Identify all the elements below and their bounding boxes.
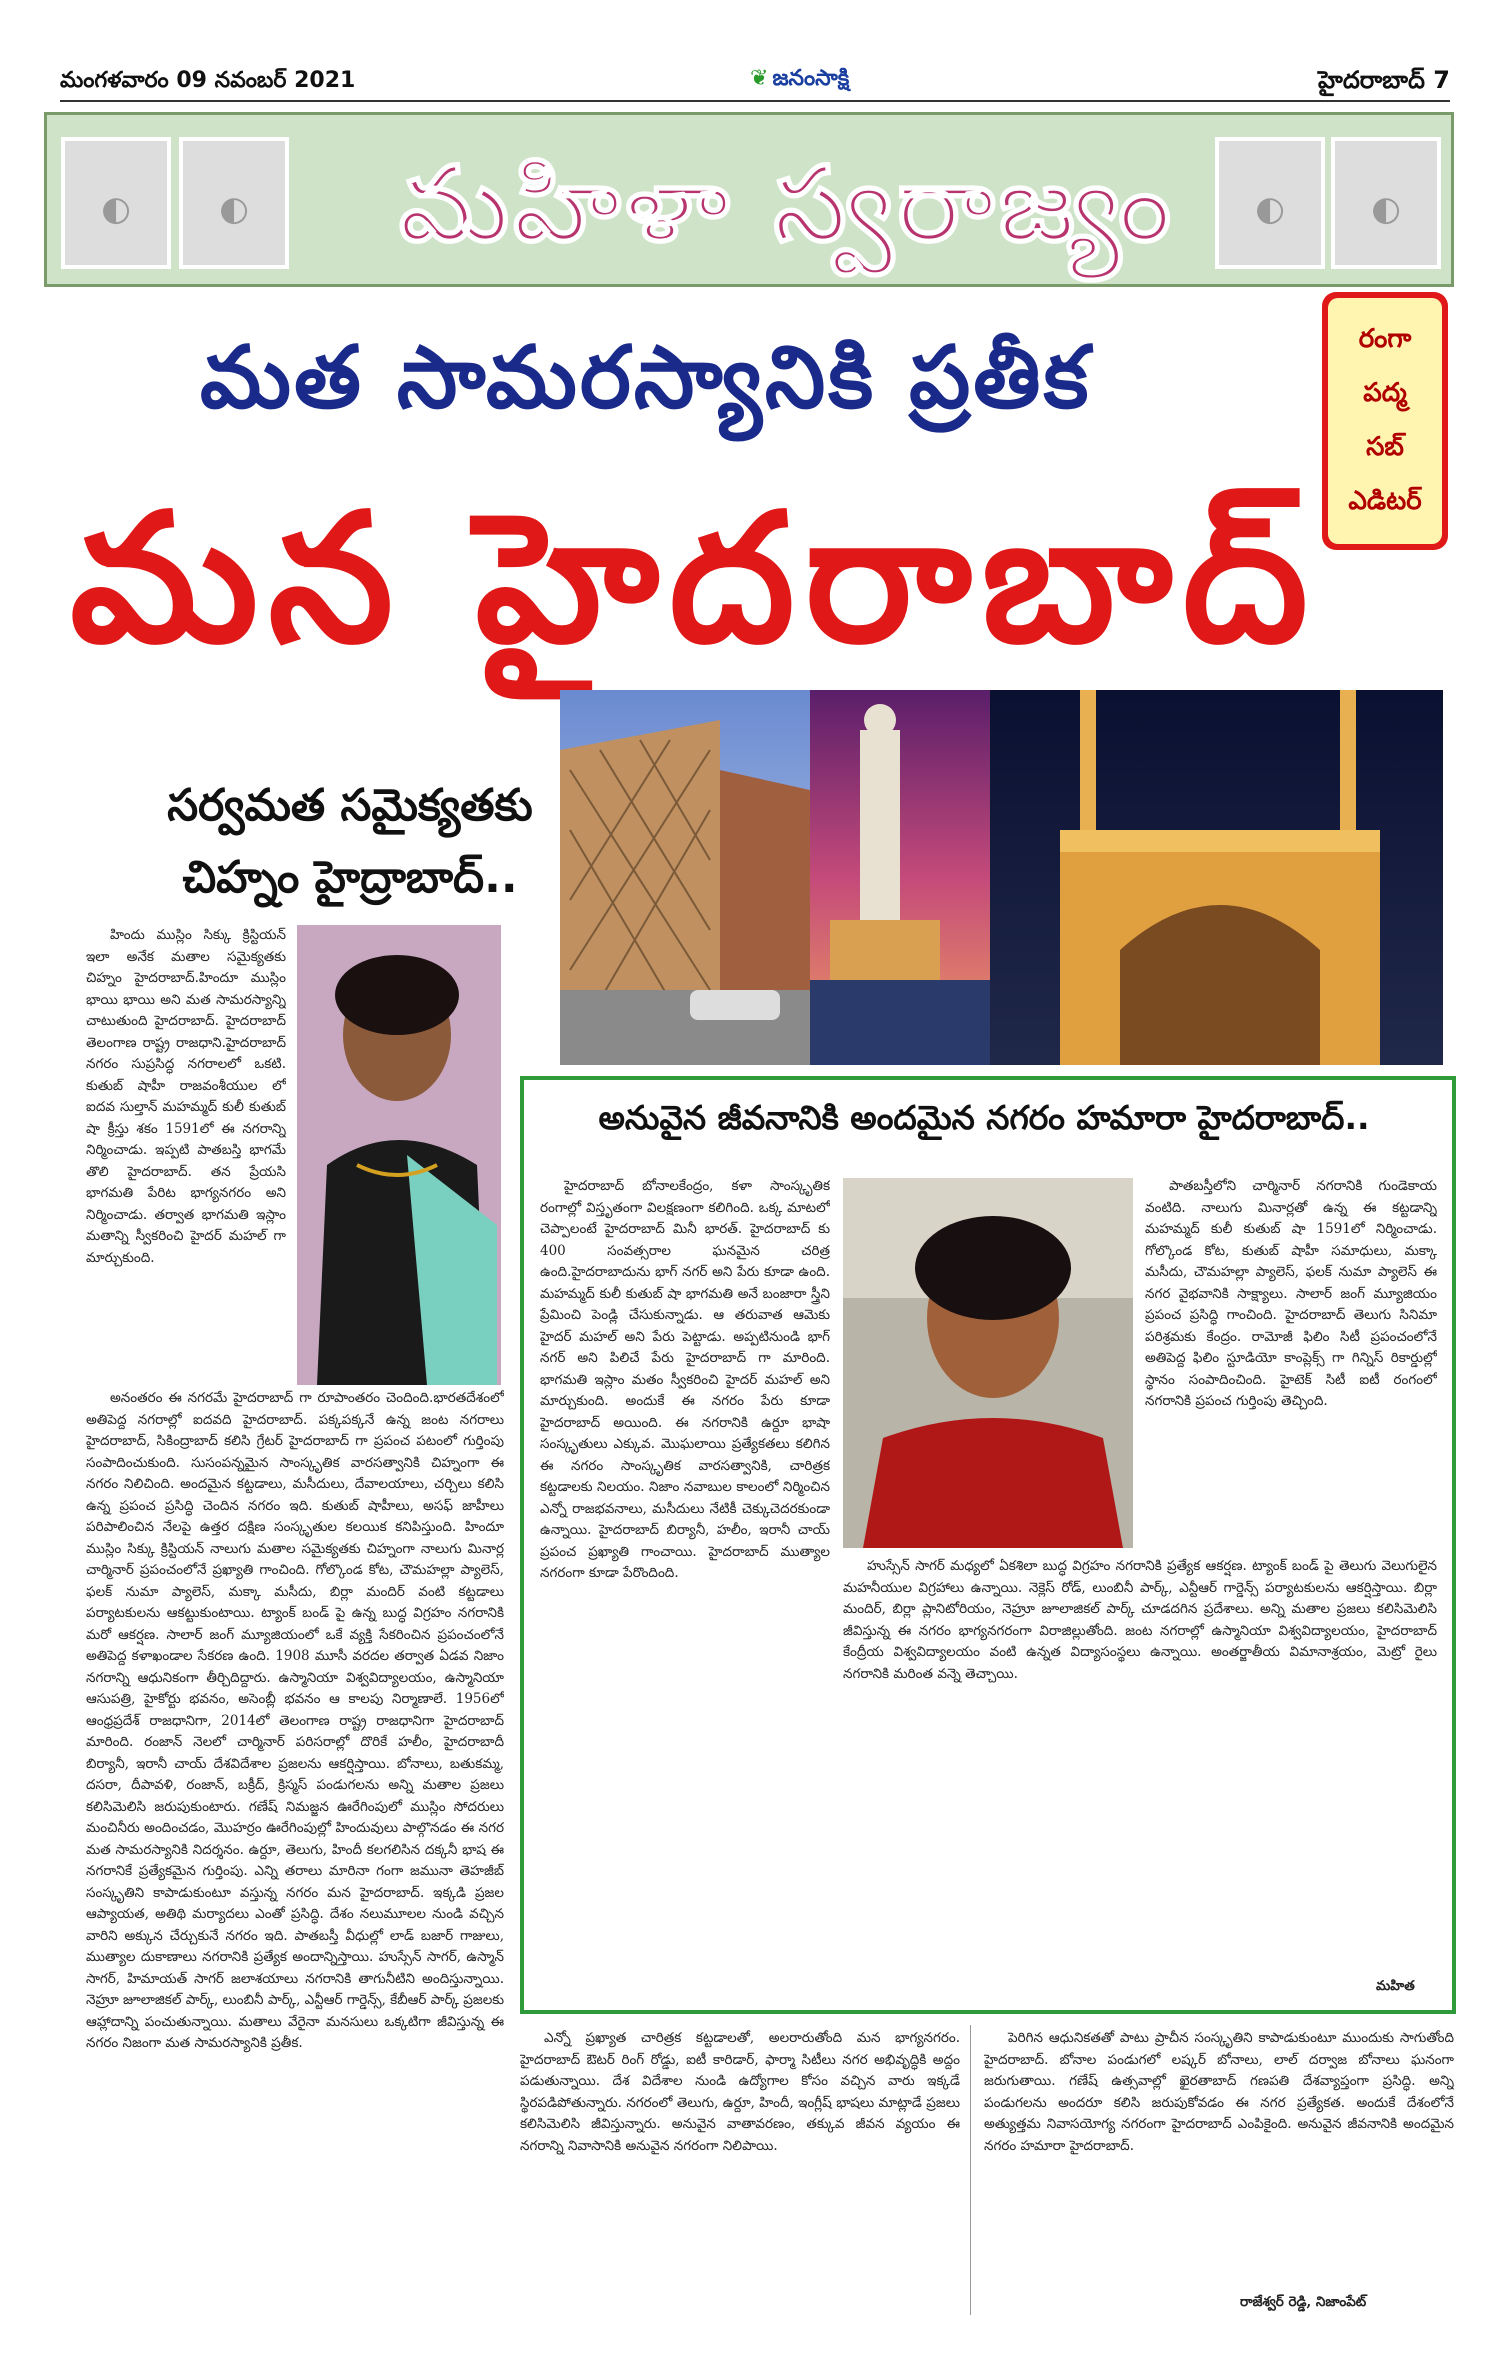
article-right-col-d [520, 2028, 960, 2318]
byline-line: రంగా [1358, 324, 1412, 354]
newspaper-logo [750, 66, 849, 96]
portrait-image [179, 137, 289, 269]
header-date: మంగళవారం 09 నవంబర్ 2021 [60, 68, 356, 93]
subheadline-right: అనువైన జీవనానికి అందమైన నగరం హమారా హైదరాబాద్.. [598, 1098, 1370, 1137]
author-byline-box [1322, 292, 1448, 550]
portrait-placeholder-icon: ◐ [1371, 189, 1401, 229]
paragraph: హైదరాబాద్ బోనాలకేంద్రం, కళా సాంస్కృతిక రంగాల్లో విస్తృతంగా విలక్షణంగా కలిగింది. ఒక్క మాటలో చెప్పాలంటే హైదరాబాద్ మినీ భారత్. హైదరాబాద్ కు 400 సంవత్సరాల ఘనమైన చరిత్ర ఉంది.హైదరాబాదును భాగ్ నగర్ అని పేరు కూడా ఉంది. మహమ్మద్ కులీ కుతుబ్ షా భాగమతి అనే బంజారా స్త్రీని ప్రేమించి పెండ్లి చేసుకున్నాడు. ఆ తరువాత ఆమెకు హైదర్ మహల్ అని పేరు పెట్టాడు. అప్పటినుండి భాగ్ నగర్ అని పిలిచే పేరు హైదరాబాద్ గా మారింది. భాగమతి ఇస్లాం మతం స్వీకరించి హైదర్ మహల్ అని మార్చుకుంది. అందుకే ఈ నగరం పేరు కూడా హైదరాబాద్ అయింది. ఈ నగరానికి ఉర్దూ భాషా సంస్కృతులు ఎక్కువ. మొఘలాయి ప్రత్యేకతలు కలిగిన ఈ నగరం సాంస్కృతిక వారసత్వానికి, చారిత్రక కట్టడాలకు నిలయం. నిజాం నవాబుల కాలంలో నిర్మించిన ఎన్నో రాజభవనాలు, మసీదులు నేటికీ చెక్కుచెదరకుండా ఉన్నాయి. హైదరాబాద్ బిర్యానీ, హలీం, ఇరానీ చాయ్ ప్రపంచ ప్రఖ్యాతి గాంచాయి. హైదరాబాద్ ముత్యాల నగరంగా కూడా పేరొందింది. [540, 1178, 830, 1581]
article-right-col-b [1145, 1176, 1437, 1548]
byline-line: సబ్ [1366, 432, 1404, 462]
page-number [1318, 66, 1450, 100]
portrait-image [1331, 137, 1441, 269]
subheadline-line: చిహ్నం హైద్రాబాద్.. [182, 852, 518, 903]
city-landmarks-photo [560, 690, 1443, 1065]
paragraph: పెరిగిన ఆధునికతతో పాటు ప్రాచీన సంస్కృతిని కాపాడుకుంటూ ముందుకు సాగుతోంది హైదరాబాద్. బోనాల పండుగలో లష్కర్ బోనాలు, లాల్ దర్వాజ బోనాలు ఘనంగా జరుగుతాయి. గణేష్ ఉత్సవాల్లో ఖైరతాబాద్ గణపతి దేశవ్యాప్తంగా ప్రసిద్ధి. అన్ని పండుగలను అందరూ కలిసి జరుపుకోవడం ఈ నగర ప్రత్యేకత. అందుకే దేశంలోనే అత్యుత్తమ నివాసయోగ్య నగరంగా హైదరాబాద్ ఎంపికైంది. అనువైన జీవనానికి అందమైన నగరం హమారా హైదరాబాద్. [984, 2030, 1454, 2154]
page-number-value: 7 [1433, 66, 1450, 94]
paragraph: హుస్సేన్ సాగర్ మధ్యలో ఏకశిలా బుద్ధ విగ్రహం నగరానికి ప్రత్యేక ఆకర్షణ. ట్యాంక్ బండ్ పై తెలుగు వెలుగులైన మహనీయుల విగ్రహాలు ఉన్నాయి. నెక్లెస్ రోడ్, లుంబినీ పార్క్, ఎన్టీఆర్ గార్డెన్స్ పర్యాటకులను ఆకర్షిస్తాయి. బిర్లా మందిర్, బిర్లా ప్లానిటోరియం, నెహ్రూ జూలాజికల్ పార్క్ చూడదగిన ప్రదేశాలు. అన్ని మతాల ప్రజలు కలిసిమెలిసి జీవిస్తున్న ఈ నగరం భాగ్యనగరంగా విరాజిల్లుతోంది. జంట నగరాల్లో ఉస్మానియా విశ్వవిద్యాలయం, హైదరాబాద్ కేంద్రీయ విశ్వవిద్యాలయం వంటి ఉన్నత విద్యాసంస్థలు ఉన్నాయి. అంతర్జాతీయ విమానాశ్రయం, మెట్రో రైలు నగరానికి మరింత వన్నె తెచ్చాయి. [843, 1558, 1437, 1682]
portrait-placeholder-icon: ◐ [101, 189, 131, 229]
paragraph: అనంతరం ఈ నగరమే హైదరాబాద్ గా రూపాంతరం చెందింది.భారతదేశంలో అతిపెద్ద నగరాల్లో ఐదవది హైదరాబాద్. పక్కపక్కనే ఉన్న జంట నగరాలు హైదరాబాద్, సికింద్రాబాద్ కలిసి గ్రేటర్ హైదరాబాద్ గా ప్రపంచ పటంలో గుర్తింపు సంపాదించుకుంది. సుసంపన్నమైన సాంస్కృతిక వారసత్వానికి చిహ్నంగా ఈ నగరం నిలిచింది. అందమైన కట్టడాలు, మసీదులు, దేవాలయాలు, చర్చిలు కలిసి ఉన్న ప్రపంచ ప్రసిద్ధి చెందిన నగరం ఇది. కుతుబ్ షాహీలు, అసఫ్ జాహీలు పరిపాలించిన నేలపై ఉత్తర దక్షిణ సంస్కృతుల కలయిక కనిపిస్తుంది. హిందూ ముస్లిం సిక్కు క్రిస్టియన్ నాలుగు మతాల సమైక్యతకు చిహ్నంగా నాలుగు మినార్ల చార్మినార్ ప్రపంచంలోనే ప్రఖ్యాతి గాంచింది. గోల్కొండ కోట, చౌమహల్లా ప్యాలెస్, ఫలక్ నుమా ప్యాలెస్, మక్కా మసీదు, బిర్లా మందిర్ వంటి కట్టడాలు పర్యాటకులను ఆకట్టుకుంటాయి. ట్యాంక్ బండ్ పై ఉన్న బుద్ధ విగ్రహం నగరానికి మరో ఆకర్షణ. సాలార్ జంగ్ మ్యూజియంలో ఒకే వ్యక్తి సేకరించిన ప్రపంచంలోనే అతిపెద్ద కళాఖండాల సేకరణ ఉంది. 1908 మూసీ వరదల తర్వాత ఏడవ నిజాం నగరాన్ని ఆధునికంగా తీర్చిదిద్దారు. ఉస్మానియా విశ్వవిద్యాలయం, ఉస్మానియా ఆసుపత్రి, హైకోర్టు భవనం, అసెంబ్లీ భవనం ఆ కాలపు నిర్మాణాలే. 1956లో ఆంధ్రప్రదేశ్ రాజధానిగా, 2014లో తెలంగాణ రాష్ట్ర రాజధానిగా హైదరాబాద్ మారింది. రంజాన్ నెలలో చార్మినార్ పరిసరాల్లో దొరికే హలీం, హైదరాబాదీ బిర్యానీ, ఇరానీ చాయ్ దేశవిదేశాల ప్రజలను ఆకర్షిస్తాయి. బోనాలు, బతుకమ్మ, దసరా, దీపావళి, రంజాన్, బక్రీద్, క్రిస్మస్ పండుగలను అన్ని మతాల ప్రజలు కలిసిమెలిసి జరుపుకుంటారు. గణేష్ నిమజ్జన ఊరేగింపులో ముస్లిం సోదరులు మంచినీరు అందించడం, మొహర్రం ఊరేగింపుల్లో హిందువులు పాల్గొనడం ఈ నగర మత సామరస్యానికి నిదర్శనం. ఉర్దూ, తెలుగు, హిందీ కలగలిసిన దక్కనీ భాష ఈ నగరానికే ప్రత్యేకమైన గుర్తింపు. ఎన్ని తరాలు మారినా గంగా జమునా తెహజీబ్ సంస్కృతిని కాపాడుకుంటూ వస్తున్న నగరం మన హైదరాబాద్. ఇక్కడి ప్రజల ఆప్యాయత, అతిథి మర్యాదలు ఎంతో ప్రసిద్ధి. దేశం నలుమూలల నుండి వచ్చిన వారిని అక్కున చేర్చుకునే నగరం ఇది. పాతబస్తీ వీధుల్లో లాడ్ బజార్ గాజులు, ముత్యాల దుకాణాలు నగరానికి ప్రత్యేక అందాన్నిస్తాయి. హుస్సేన్ సాగర్, ఉస్మాన్ సాగర్, హిమాయత్ సాగర్ జలాశయాలు నగరానికి తాగునీటిని అందిస్తున్నాయి. నెహ్రూ జూలాజికల్ పార్క్, లుంబినీ పార్క్, ఎన్టీఆర్ గార్డెన్స్, కేబీఆర్ పార్క్ ప్రజలకు ఆహ్లాదాన్ని పంచుతున్నాయి. మతాలు వేరైనా మనసులు ఒక్కటిగా జీవిస్తున్న ఈ నగరం నిజంగా మత సామరస్యానికి ప్రతీక. [86, 1390, 504, 2051]
headline-line1: మత సామరస్యానికి ప్రతీక [200, 328, 1092, 428]
portrait-image [1215, 137, 1325, 269]
paragraph: పాతబస్తీలోని చార్మినార్ నగరానికి గుండెకాయ వంటిది. నాలుగు మినార్లతో ఉన్న ఈ కట్టడాన్ని మహమ్మద్ కులీ కుతుబ్ షా 1591లో నిర్మించాడు. గోల్కొండ కోట, కుతుబ్ షాహీ సమాధులు, మక్కా మసీదు, చౌమహల్లా ప్యాలెస్, ఫలక్ నుమా ప్యాలెస్ ఈ నగర వైభవానికి సాక్ష్యాలు. సాలార్ జంగ్ మ్యూజియం ప్రపంచ ప్రసిద్ధి గాంచింది. హైదరాబాద్ తెలుగు సినిమా పరిశ్రమకు కేంద్రం. రామోజీ ఫిలిం సిటీ ప్రపంచంలోనే అతిపెద్ద ఫిలిం స్టూడియో కాంప్లెక్స్ గా గిన్నిస్ రికార్డుల్లో స్థానం సంపాదించింది. హైటెక్ సిటీ ఐటీ రంగంలో నగరానికి ప్రపంచ గుర్తింపు తెచ్చింది. [1145, 1178, 1437, 1409]
article-right-col-a [540, 1176, 830, 2002]
article-left-intro [86, 925, 286, 1385]
column-divider [970, 2025, 971, 2315]
portrait-placeholder-icon: ◐ [1255, 189, 1285, 229]
article-right-col-e [984, 2028, 1454, 2290]
subheadline-line: సర్వమత సమైక్యతకు [167, 780, 533, 831]
author-photo [297, 925, 501, 1385]
header-city: హైదరాబాద్ [1318, 66, 1425, 94]
article-right-col-c [843, 1556, 1437, 1976]
author-photo [843, 1178, 1133, 1548]
byline-line: ఎడిటర్ [1348, 486, 1422, 516]
article-signature: మహిత [1376, 1978, 1415, 1994]
section-title: మహిళా స్వరాజ్యం [399, 143, 1175, 265]
byline-line: పద్మ [1363, 378, 1407, 408]
subheadline-left [135, 770, 565, 914]
paragraph: ఎన్నో ప్రఖ్యాత చారిత్రక కట్టడాలతో, అలరారుతోంది మన భాగ్యనగరం. హైదరాబాద్ ఔటర్ రింగ్ రోడ్డు, ఐటీ కారిడార్, ఫార్మా సిటీలు నగర అభివృద్ధికి అద్దం పడుతున్నాయి. దేశ విదేశాల నుండి ఉద్యోగాల కోసం వచ్చిన వారు ఇక్కడే స్థిరపడిపోతున్నారు. నగరంలో తెలుగు, ఉర్దూ, హిందీ, ఇంగ్లీష్ భాషలు మాట్లాడే ప్రజలు కలిసిమెలిసి జీవిస్తున్నారు. అనువైన వాతావరణం, తక్కువ జీవన వ్యయం ఈ నగరాన్ని నివాసానికి అనువైన నగరంగా నిలిపాయి. [520, 2030, 960, 2154]
portrait-placeholder-icon: ◐ [219, 189, 249, 229]
section-banner [44, 112, 1454, 287]
paragraph: హిందు ముస్లిం సిక్కు క్రిస్టియన్ ఇలా అనేక మతాల సమైక్యతకు చిహ్నం హైదరాబాద్.హిందూ ముస్లిం భాయి భాయి అని మత సామరస్యాన్ని చాటుతుంది హైదరాబాద్. హైదరాబాద్ తెలంగాణ రాష్ట్ర రాజధాని.హైదరాబాద్ నగరం సుప్రసిద్ధ నగరాలలో ఒకటి. కుతుబ్ షాహీ రాజవంశీయుల లో ఐదవ సుల్తాన్ మహమ్మద్ కులీ కుతుబ్ షా క్రీస్తు శకం 1591లో ఈ నగరాన్ని నిర్మించాడు. ఇప్పటి పాతబస్తి భాగమే తొలి హైదరాబాద్. తన ప్రేయసి భాగమతి పేరిట భాగ్యనగరం అని నిర్మించాడు. తర్వాత భాగమతి ఇస్లాం మతాన్ని స్వీకరించి హైదర్ మహల్ గా మార్చుకుంది. [86, 927, 286, 1266]
article-left-body [86, 1388, 504, 2298]
headline-line2: మన హైదరాబాద్ [70, 475, 1319, 682]
portrait-image [61, 137, 171, 269]
page-header [60, 62, 1450, 102]
newspaper-name: జనంసాక్షి [772, 66, 850, 91]
leaf-icon: ❦ [750, 66, 769, 91]
article-signature-bottom: రాజేశ్వర్ రెడ్డి, నిజాంపేట్ [1240, 2294, 1367, 2310]
